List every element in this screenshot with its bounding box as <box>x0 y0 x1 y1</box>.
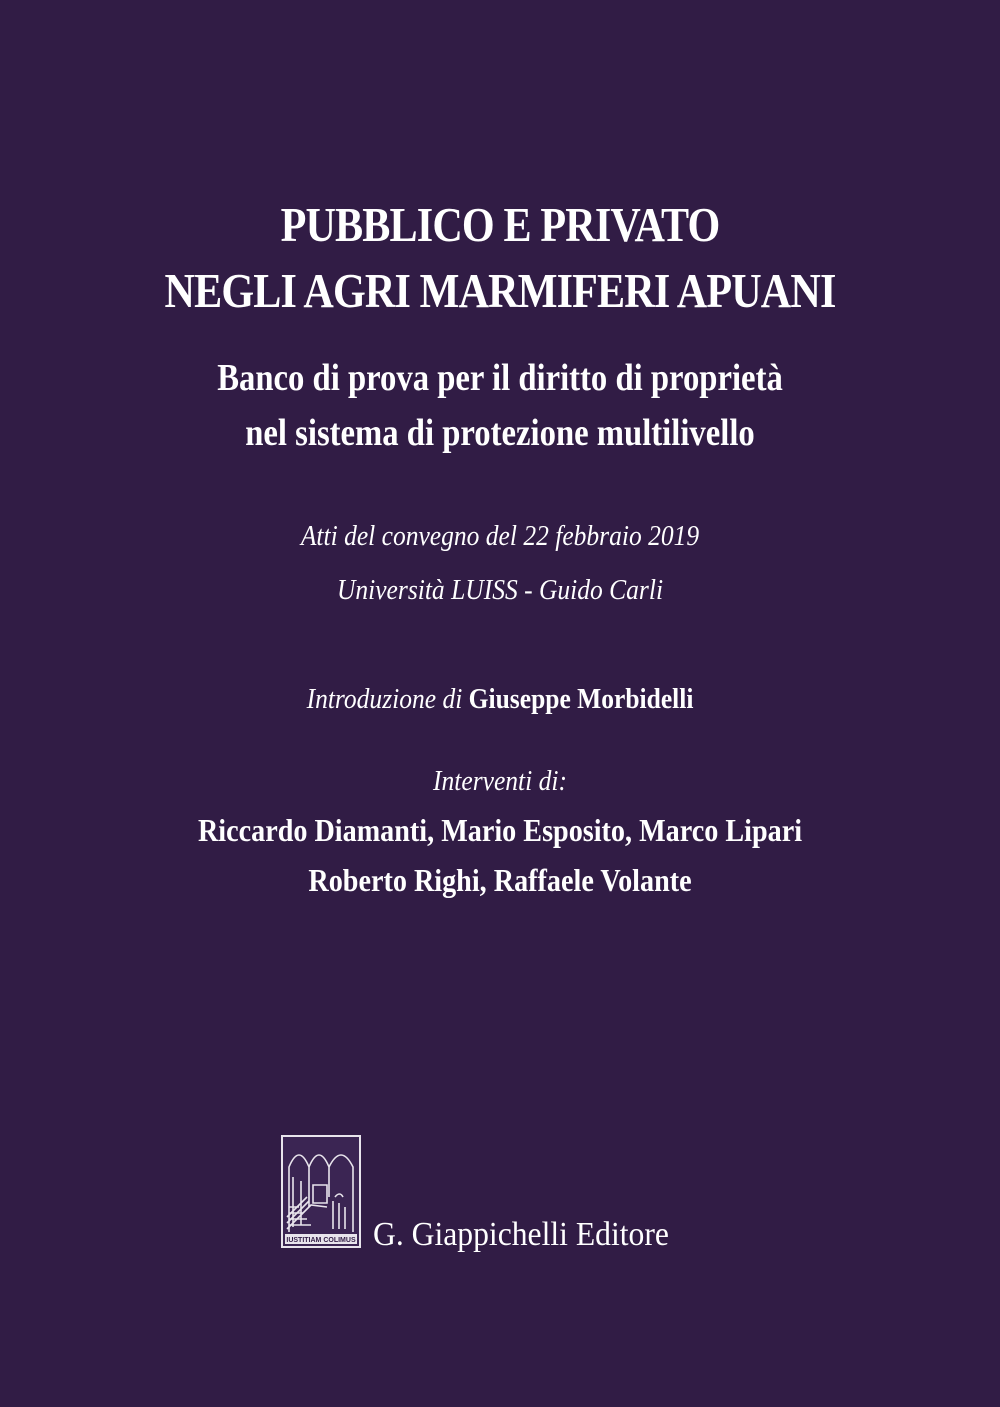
subtitle-line-2: nel sistema di protezione multilivello <box>245 412 755 454</box>
subtitle-line-1: Banco di prova per il diritto di proprietà <box>217 357 783 399</box>
contributions-label: Interventi di: <box>433 765 567 797</box>
introduction-prefix: Introduzione di <box>306 683 463 715</box>
publisher-name: G. Giappichelli Editore <box>373 1216 669 1253</box>
title-line-2: NEGLI AGRI MARMIFERI APUANI <box>164 263 836 318</box>
contributors-line-2: Roberto Righi, Raffaele Volante <box>308 862 692 898</box>
contributors-line-1: Riccardo Diamanti, Mario Esposito, Marco Lipari <box>197 812 803 848</box>
conference-venue: Università LUISS - Guido Carli <box>336 574 664 606</box>
conference-date: Atti del convegno del 22 febbraio 2019 <box>300 520 700 552</box>
palazzo-staircase-logo-icon <box>281 1135 361 1248</box>
title-line-1: PUBBLICO E PRIVATO <box>280 197 720 252</box>
logo-motto: IUSTITIAM COLIMUS <box>286 1237 356 1244</box>
introduction-author: Giuseppe Morbidelli <box>468 683 694 715</box>
introduction-line <box>60 683 940 716</box>
